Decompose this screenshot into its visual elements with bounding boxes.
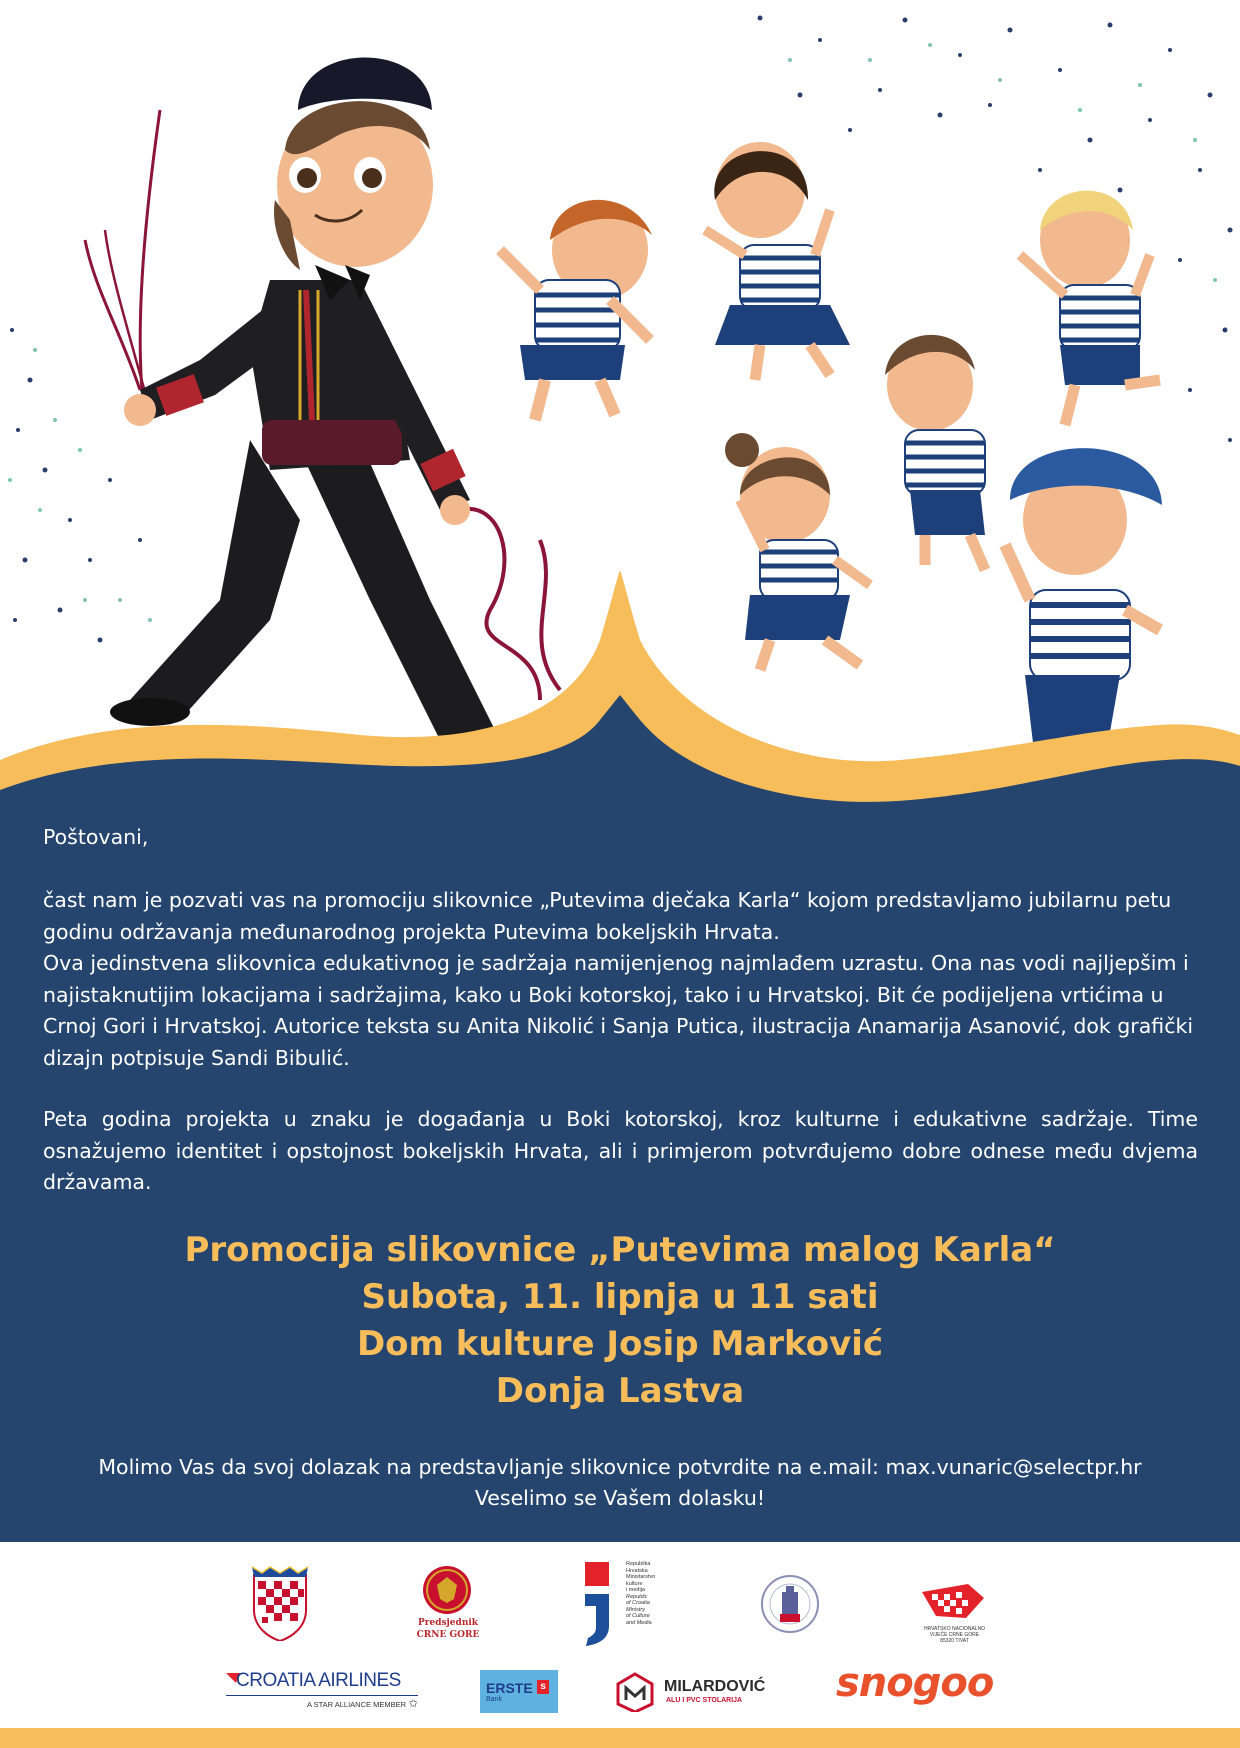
hnv-croatian-national-council-logo [918, 1582, 990, 1624]
croatia-airlines-rule [226, 1695, 418, 1696]
dancing-kid-4 [885, 335, 985, 570]
bokelj-association-seal [760, 1574, 820, 1634]
croatia-airlines-wordmark: CROATIA AIRLINES [236, 1670, 401, 1691]
letter-description: Ova jedinstvena slikovnica edukativnog je sadržaja namijenjenog najmlađem uzrastu. Ona nas vodi najljepšim i najistaknutijim lokacijama i sadržajima, kako u Boki kotorskoj, tako i u Hrvatskoj. Bit će podijeljena vrtićima u Crnoj Gori i Hrvatskoj. Autorice teksta su Anita Nikolić i Sanja Putica, ilustracija Anamarija Asanović, dok grafički dizajn potpisuje Sandi Bibulić. [43, 951, 1194, 1070]
dancing-kid-2 [705, 142, 850, 380]
croatia-airlines-logo [226, 1670, 418, 1710]
ministry-text-line: and Media [626, 1619, 652, 1626]
hnv-text-line: HRVATSKO NACIONALNO [923, 1626, 986, 1632]
dancing-kid-1 [500, 200, 652, 420]
event-details [0, 1227, 1240, 1415]
rsvp-request: Molimo Vas da svoj dolazak na predstavljanje slikovnice potvrdite na e.mail: max.vunaric@selectpr.hr [98, 1455, 1142, 1479]
letter-intro-sentence: čast nam je pozvati vas na promociju slikovnice „Putevima dječaka Karla“ kojom predstavljamo jubilarnu petu godinu održavanja međunarodnog projekta Putevima bokeljskih Hrvata. [43, 888, 1172, 944]
letter-paragraph-2: Peta godina projekta u znaku je događanja u Boki kotorskoj, kroz kulturne i edukativne sadržaje. Time osnažujemo identitet i opstojnost bokeljskih Hrvata, ali i primjerom potvrđujemo dobre odnese među dvjema državama. [43, 1107, 1198, 1194]
hnv-text [912, 1626, 997, 1644]
dancing-kid-3 [1020, 191, 1160, 425]
president-label-line2: CRNE GORE [416, 1630, 480, 1640]
letter-greeting: Poštovani, [43, 825, 149, 849]
event-date: Subota, 11. lipnja u 11 sati [361, 1277, 879, 1317]
milardovic-tagline: ALU I PVC STOLARIJA [666, 1697, 743, 1704]
rsvp-notice [0, 1452, 1240, 1514]
president-montenegro-emblem [422, 1565, 472, 1615]
erste-bank-logo [480, 1670, 558, 1713]
hnv-text-line: 85320 TIVAT [940, 1638, 969, 1644]
erste-wordmark: ERSTE [486, 1680, 533, 1696]
erste-s-icon: s [537, 1680, 549, 1694]
event-venue: Dom kulture Josip Marković [356, 1324, 884, 1364]
ministry-of-culture-logo [582, 1560, 612, 1646]
decorative-wave [0, 560, 1240, 840]
ministry-text-line: of Culture [626, 1613, 650, 1619]
event-location: Donja Lastva [495, 1371, 745, 1411]
star-alliance-icon: ✩ [408, 1698, 418, 1710]
president-label [398, 1617, 498, 1641]
ministry-text-line: kulture [626, 1580, 643, 1587]
ministry-text [626, 1561, 686, 1626]
event-title: Promocija slikovnice „Putevima malog Karla“ [184, 1230, 1056, 1270]
president-label-line1: Predsjednik [417, 1618, 479, 1628]
ministry-text-line: Ministarstvo [626, 1574, 656, 1580]
star-alliance-tagline: A STAR ALLIANCE MEMBER [306, 1700, 406, 1709]
bottom-accent-bar [0, 1728, 1240, 1748]
ministry-text-line: Hrvatska [626, 1567, 648, 1574]
erste-bank-label: Bank [486, 1696, 502, 1703]
ministry-text-line: Republic [626, 1593, 648, 1600]
milardovic-m-icon [616, 1672, 654, 1712]
ministry-text-line: Republika [626, 1561, 651, 1567]
ministry-text-line: of Croatia [626, 1600, 650, 1606]
letter-paragraph-1 [43, 885, 1198, 1074]
ministry-text-line: i medija [626, 1587, 645, 1593]
croatia-coat-of-arms-logo [250, 1565, 310, 1641]
rsvp-closing: Veselimo se Vašem dolasku! [474, 1486, 766, 1510]
milardovic-logo [616, 1670, 776, 1714]
ministry-text-line: Ministry [626, 1606, 645, 1613]
hnv-text-line: VIJEĆE CRNE GORE [929, 1632, 980, 1638]
snogoo-logo: snogoo [836, 1660, 994, 1706]
milardovic-wordmark: MILARDOVIĆ [664, 1678, 766, 1695]
